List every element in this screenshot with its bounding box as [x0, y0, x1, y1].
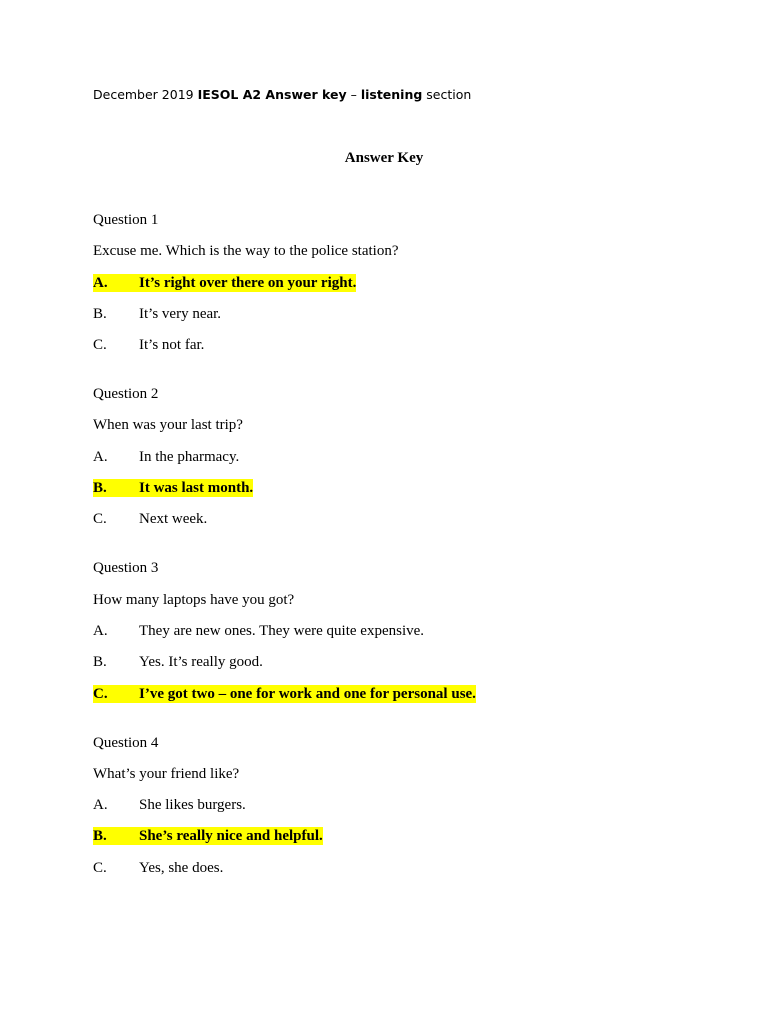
- option-letter: B.: [93, 305, 107, 322]
- option-letter: A.: [93, 797, 108, 814]
- answer-option-b: [93, 479, 733, 497]
- header-bold-part2: listening: [360, 87, 423, 102]
- option-text: It’s not far.: [139, 337, 205, 354]
- option-letter: C.: [93, 337, 107, 354]
- question-prompt: What’s your friend like?: [93, 765, 240, 782]
- option-text: It’s right over there on your right.: [139, 274, 357, 291]
- highlighted-answer: [93, 479, 253, 497]
- header-suffix: section: [422, 87, 472, 102]
- option-letter: A.: [93, 274, 108, 291]
- option-text: They are new ones. They were quite expensive.: [139, 622, 425, 639]
- option-letter: C.: [93, 859, 107, 876]
- option-letter: B.: [93, 480, 107, 497]
- question-label: Question 4: [93, 734, 159, 751]
- option-text: In the pharmacy.: [139, 448, 240, 465]
- answer-option-a: [93, 274, 733, 292]
- answer-option-c: [93, 685, 733, 703]
- question-3: [93, 559, 733, 702]
- answer-option-b: [93, 653, 733, 671]
- answer-option-c: [93, 859, 733, 877]
- option-text: It was last month.: [139, 480, 254, 497]
- page-title: Answer Key: [344, 150, 424, 166]
- option-letter: A.: [93, 448, 108, 465]
- question-label: Question 2: [93, 386, 159, 403]
- option-text: I’ve got two – one for work and one for personal use.: [139, 685, 476, 702]
- header-bold-part: IESOL A2 Answer key: [197, 87, 347, 102]
- answer-option-b: [93, 827, 733, 845]
- questions-list: [93, 211, 733, 908]
- question-1: [93, 211, 733, 354]
- option-text: Yes, she does.: [139, 859, 224, 876]
- option-text: She likes burgers.: [139, 797, 246, 814]
- answer-option-a: [93, 622, 733, 640]
- highlighted-answer: [93, 827, 323, 845]
- option-letter: B.: [93, 654, 107, 671]
- header-prefix: December 2019: [93, 87, 198, 102]
- option-text: It’s very near.: [139, 305, 222, 322]
- question-prompt: How many laptops have you got?: [93, 591, 295, 608]
- option-letter: B.: [93, 828, 107, 845]
- option-text: Next week.: [139, 511, 208, 528]
- answer-option-a: [93, 796, 733, 814]
- document-header: [93, 87, 471, 103]
- question-prompt: When was your last trip?: [93, 417, 243, 434]
- question-label: Question 1: [93, 212, 159, 228]
- answer-option-c: [93, 510, 733, 528]
- question-4: [93, 734, 733, 877]
- option-letter: C.: [93, 511, 107, 528]
- option-text: Yes. It’s really good.: [139, 654, 263, 671]
- highlighted-answer: [93, 685, 476, 703]
- answer-option-c: [93, 336, 733, 354]
- question-label: Question 3: [93, 560, 159, 577]
- answer-option-b: [93, 305, 733, 323]
- question-prompt: Excuse me. Which is the way to the police station?: [93, 243, 399, 260]
- header-dash: –: [346, 87, 361, 102]
- option-letter: A.: [93, 622, 108, 639]
- question-2: [93, 385, 733, 528]
- highlighted-answer: [93, 274, 356, 292]
- option-text: She’s really nice and helpful.: [139, 828, 323, 845]
- option-letter: C.: [93, 685, 108, 702]
- answer-option-a: [93, 448, 733, 466]
